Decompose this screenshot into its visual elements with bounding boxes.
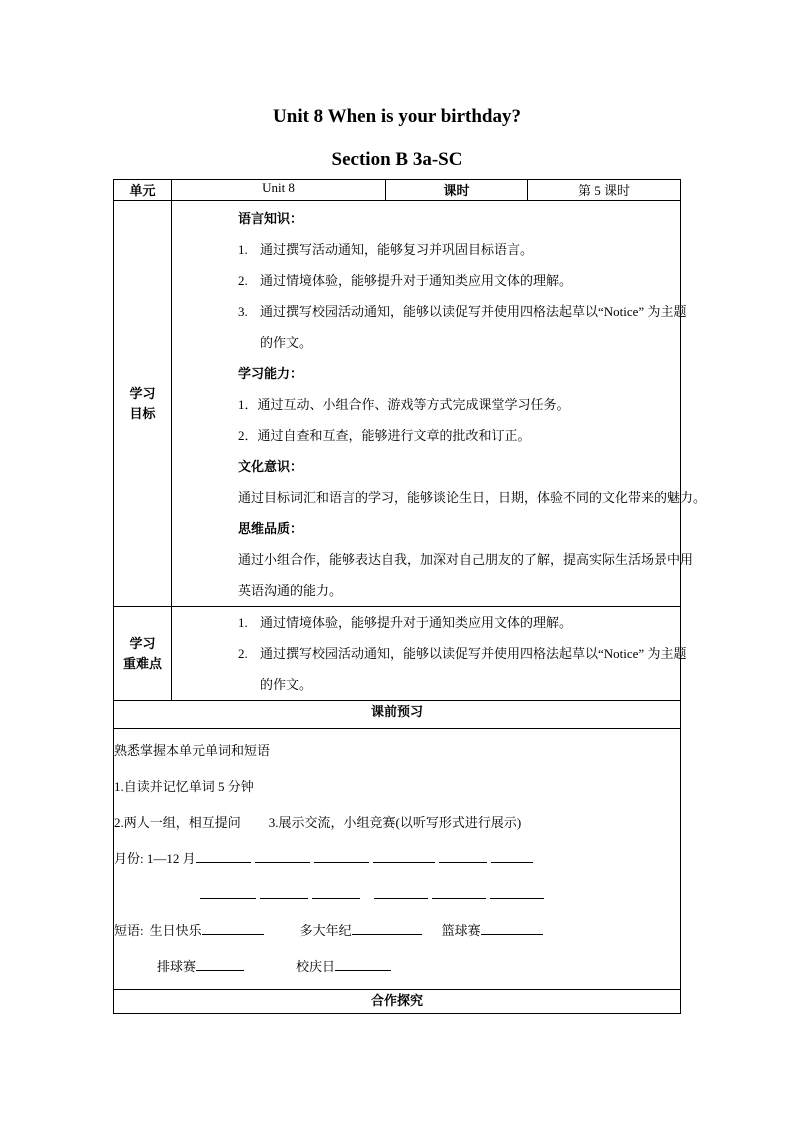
key-point-2-continued: 的作文。 [260,677,313,692]
cultural-awareness-heading: 文化意识： [238,459,304,474]
lang-item-2-text: 通过情境体验，能够提升对于通知类应用文体的理解。 [260,273,573,288]
months-line-2 [114,877,680,913]
thinking-quality-text-1: 通过小组合作，能够表达自我，加深对自己朋友的了解，提高实际生活场景中用 [238,552,694,567]
key-point-1-number: 1. [238,615,248,630]
key-points-label-line2: 重难点 [122,655,162,671]
key-points-content [172,607,687,701]
lang-item-3-continued: 的作文。 [260,335,313,350]
period-label: 课时 [386,180,528,201]
month-blank[interactable] [196,848,251,863]
objectives-label-line1: 学习 [129,385,156,401]
key-point-1 [172,607,680,638]
thinking-quality-text-2: 英语沟通的能力。 [238,583,343,598]
month-blank[interactable] [432,884,486,899]
phrases-label: 短语: [114,923,144,938]
lang-item-1-number: 1. [238,242,248,257]
lang-item-3-number: 3. [238,304,248,319]
objectives-label [114,201,172,607]
key-points-row [114,607,681,701]
phrase-birthday-blank[interactable] [202,920,264,935]
unit-label: 单元 [114,180,172,201]
objectives-content [172,201,707,607]
phrase-age-blank[interactable] [352,920,422,935]
phrase-basketball: 篮球赛 [441,923,481,938]
preview-line-3 [114,805,680,841]
phrase-school-day: 校庆日 [296,959,336,974]
language-knowledge-heading: 语言知识： [238,211,304,226]
lang-item-3-text: 通过撰写校园活动通知，能够以读促写并使用四格法起草以“Notice” 为主题 [260,304,687,319]
months-label: 月份: 1—12 月 [114,851,196,866]
key-point-2-text: 通过撰写校园活动通知，能够以读促写并使用四格法起草以“Notice” 为主题 [260,646,687,661]
phrase-volleyball-blank[interactable] [196,956,244,971]
key-point-2-number: 2. [238,646,248,661]
objectives-label-line2: 目标 [129,405,156,421]
preview-content [114,729,681,990]
preview-heading-row [114,701,681,729]
month-blank[interactable] [374,884,428,899]
month-blank[interactable] [439,848,487,863]
key-point-2 [172,638,687,669]
phrase-school-day-blank[interactable] [335,956,391,971]
thinking-quality-heading: 思维品质： [238,521,304,536]
preview-task-3: 3.展示交流，小组竞赛(以听写形式进行展示) [268,815,522,830]
key-points-label [114,607,172,701]
month-blank[interactable] [312,884,360,899]
lang-item-2-number: 2. [238,273,248,288]
month-blank[interactable] [260,884,308,899]
document-subtitle: Section B 3a-SC [331,149,463,170]
phrases-line-2 [114,949,680,985]
month-blank[interactable] [314,848,369,863]
unit-value: Unit 8 [172,180,386,201]
header-row [114,180,681,201]
month-blank[interactable] [373,848,435,863]
cultural-awareness-text: 通过目标词汇和语言的学习，能够谈论生日，日期，体验不同的文化带来的魅力。 [238,490,707,505]
ability-item-2: 2．通过自查和互查，能够进行文章的批改和订正。 [238,428,531,443]
phrase-birthday: 生日快乐 [149,923,202,938]
objectives-row [114,201,681,607]
lang-item-1 [172,234,680,265]
phrases-line-1 [114,913,680,949]
months-line [114,841,680,877]
month-blank[interactable] [255,848,310,863]
month-blank[interactable] [490,884,544,899]
period-value: 第 5 课时 [528,180,681,201]
lang-item-3 [172,296,687,327]
phrase-age: 多大年纪 [299,923,352,938]
document-title: Unit 8 When is your birthday? [273,106,521,127]
preview-line-1: 熟悉掌握本单元单词和短语 [114,743,271,758]
lesson-plan-table [113,179,707,1014]
lang-item-1-text: 通过撰写活动通知，能够复习并巩固目标语言。 [260,242,534,257]
key-point-1-text: 通过情境体验，能够提升对于通知类应用文体的理解。 [260,615,573,630]
preview-line-2: 1.自读并记忆单词 5 分钟 [114,779,254,794]
lang-item-2 [172,265,680,296]
preview-task-2: 2.两人一组，相互提问 [114,815,241,830]
preview-heading: 课前预习 [114,701,681,729]
cooperation-heading: 合作探究 [114,990,681,1014]
phrase-basketball-blank[interactable] [481,920,543,935]
month-blank[interactable] [491,848,533,863]
learning-ability-heading: 学习能力： [238,366,304,381]
month-blank[interactable] [200,884,256,899]
key-points-label-line1: 学习 [129,635,156,651]
cooperation-heading-row [114,990,681,1014]
phrase-volleyball: 排球赛 [157,959,197,974]
preview-content-row [114,729,681,990]
ability-item-1: 1．通过互动、小组合作、游戏等方式完成课堂学习任务。 [238,397,570,412]
